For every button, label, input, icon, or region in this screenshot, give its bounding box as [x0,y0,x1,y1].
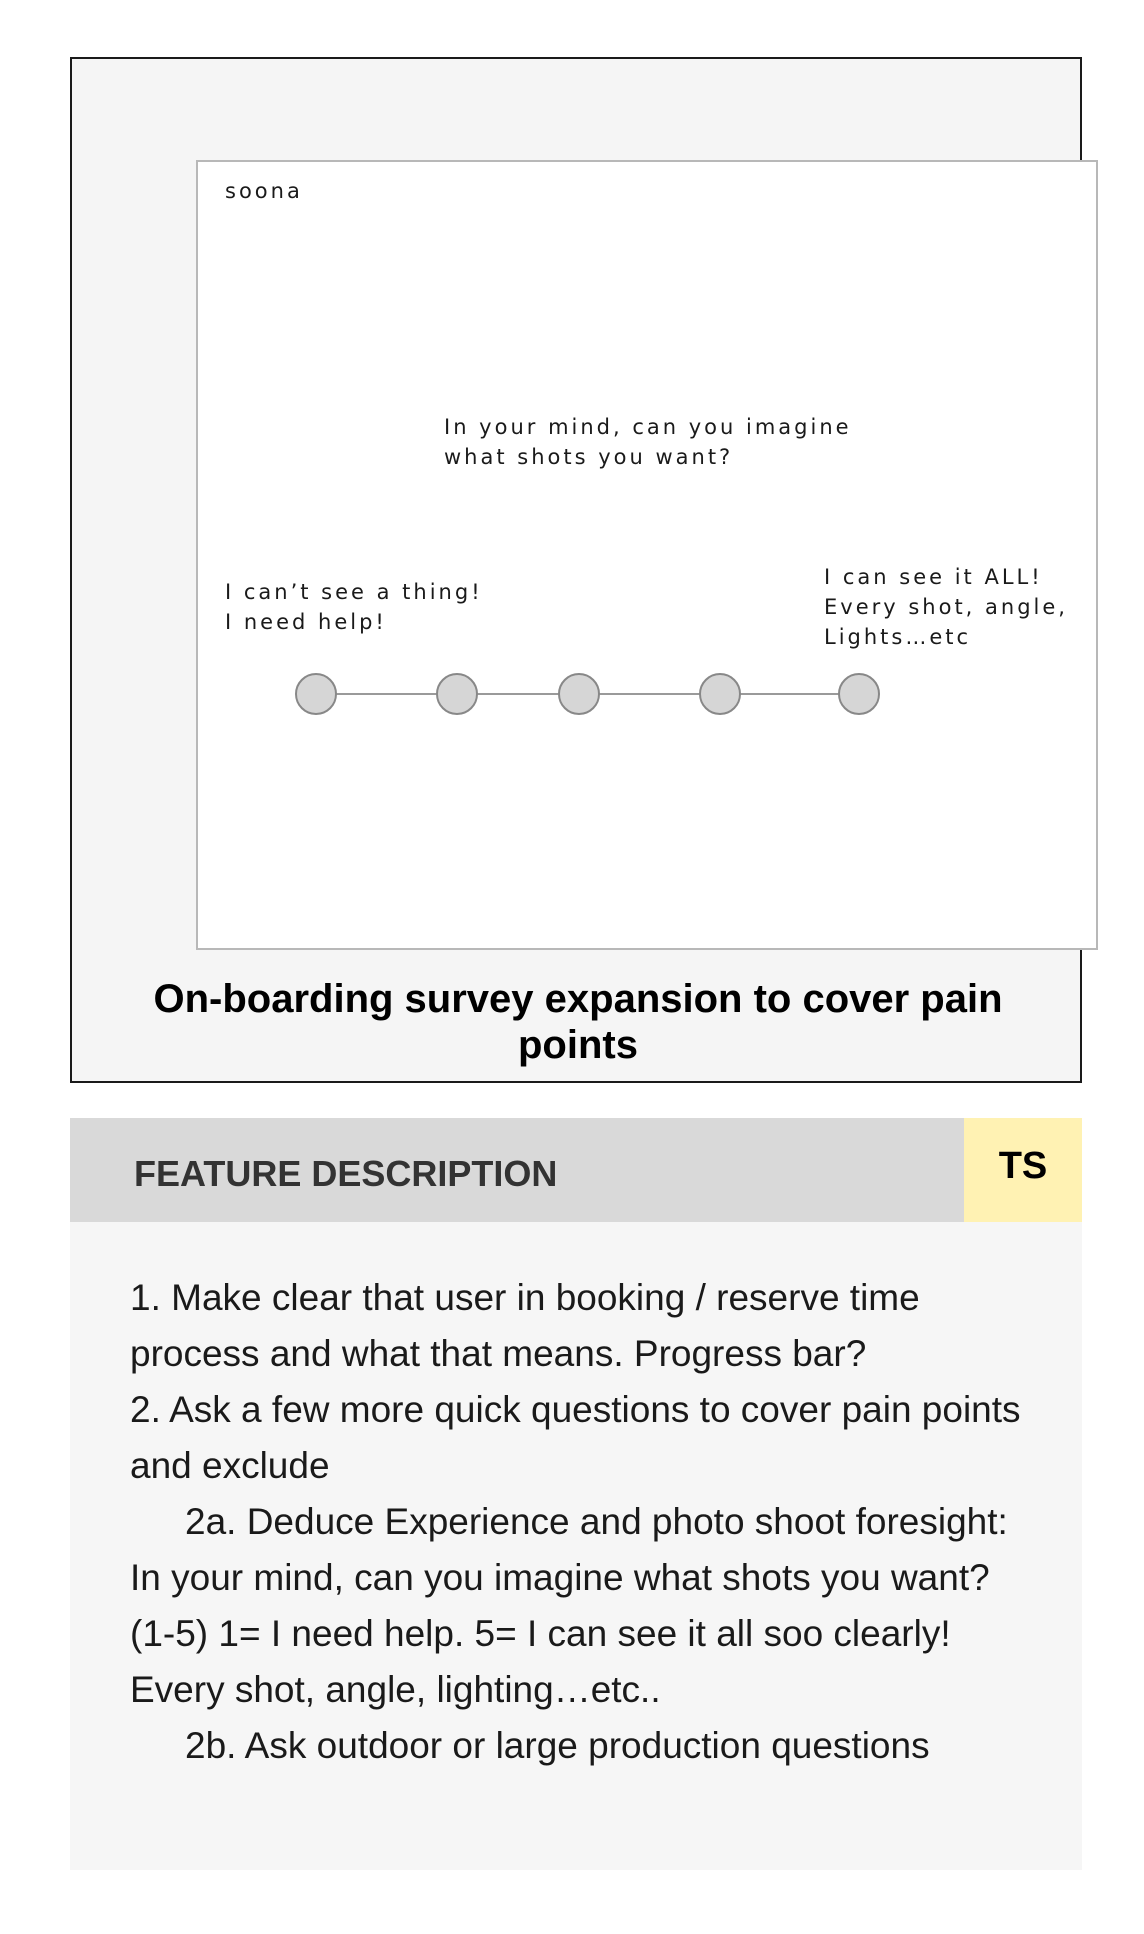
scale-option-1[interactable] [296,674,336,714]
feature-item-2b: 2b. Ask outdoor or large production questions [185,1725,930,1766]
high-label-line-3: Lights…etc [824,625,972,649]
feature-item-2: 2. Ask a few more quick questions to cover pain points and exclude [130,1389,1021,1486]
low-label-line-1: I can’t see a thing! [225,580,483,604]
high-label-line-1: I can see it ALL! [824,565,1043,589]
brand-logo-text: soona [225,179,303,203]
scale-option-4[interactable] [700,674,740,714]
scale-high-label [824,562,1068,652]
feature-header [70,1118,964,1222]
mockup-caption: On-boarding survey expansion to cover pain points [153,977,1003,1067]
scale-option-2[interactable] [437,674,477,714]
feature-item-1: 1. Make clear that user in booking / reserve time process and what that means. Progress bar? [130,1277,920,1374]
scale-low-label [225,577,483,637]
rating-scale [198,162,1100,952]
survey-wireframe [196,160,1098,950]
feature-heading: FEATURE DESCRIPTION [134,1153,558,1194]
feature-description-body [70,1222,1082,1870]
mockup-card [70,57,1082,1083]
feature-list [130,1270,1030,1774]
scale-option-3[interactable] [559,674,599,714]
question-line-2: what shots you want? [444,445,734,469]
survey-question [444,412,852,472]
question-line-1: In your mind, can you imagine [444,415,852,439]
scale-option-5[interactable] [839,674,879,714]
high-label-line-2: Every shot, angle, [824,595,1068,619]
author-initials-badge: TS [964,1118,1082,1222]
feature-item-2a: 2a. Deduce Experience and photo shoot foresight: In your mind, can you imagine what shots you want? (1-5) 1= I need help. 5= I can see it all soo clearly! Every shot, angle, lighting…etc.. [130,1501,1008,1710]
low-label-line-2: I need help! [225,610,387,634]
